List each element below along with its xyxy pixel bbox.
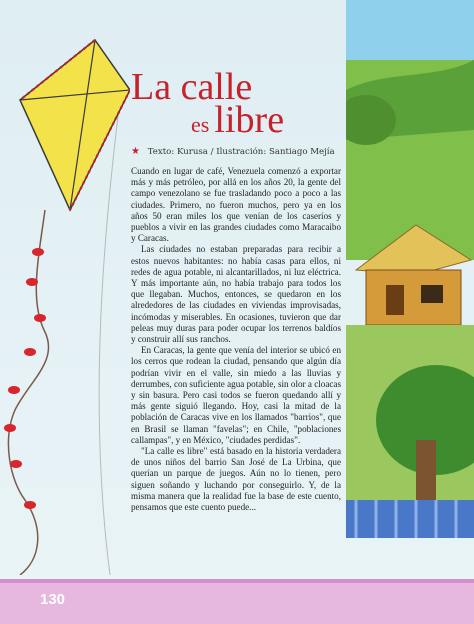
footer-stripe	[0, 579, 474, 583]
title-es: es	[191, 112, 210, 137]
paragraph: "La calle es libre" está basado en la historia verdadera de unos niños del barrio San José de La Urbina, que querían un parque de juegos. Aún no lo tienen, pero siguen soñando y luchando por conseguirlo. Y, de la misma manera que la realidad fue la base de este cuento, pensamos que este cuento puede...	[131, 446, 341, 513]
story-title	[131, 66, 346, 141]
story-body	[131, 166, 341, 513]
star-icon: ★	[131, 146, 140, 157]
title-line-2	[191, 100, 284, 140]
kite-illustration	[0, 0, 130, 575]
page-number: 130	[40, 591, 66, 608]
title-line-1: La calle	[131, 66, 253, 108]
paragraph: En Caracas, la gente que venía del interior se ubicó en los cerros que rodean la ciudad, pensando que algún día podrían vivir en el valle, sin miedo a las lluvias y derrumbes, con suficiente agua potable, sin olor a cloacas y sin basura. Pero casi todos se fueron quedando allí y más gente siguió llegando. Hoy, casi la mitad de la población de Caracas vive en los llamados "barrios", que en Brasil se llaman "favelas"; en Chile, "poblaciones callampas", y en México, "ciudades perdidas".	[131, 345, 341, 445]
credit-text-author: Kurusa /	[174, 147, 217, 157]
page-footer	[0, 579, 474, 624]
credit-text-label: Texto:	[147, 147, 175, 157]
village-illustration	[346, 0, 474, 538]
paragraph: Cuando en lugar de café, Venezuela comenzó a exportar más y más petróleo, por allá en los años 20, la gente del campo venezolano se fue trasladando poco a poco a las ciudades. Primero, no fueron muchos, pero ya en los años 50 eran miles los que venían de los caseríos y pueblos a vivir en las grandes ciudades como Maracaibo y Caracas.	[131, 166, 341, 244]
title-libre: libre	[214, 99, 285, 141]
credits-line	[131, 146, 346, 157]
credit-illus-author: Santiago Mejía	[266, 147, 335, 157]
credit-illus-label: Ilustración:	[216, 147, 267, 157]
paragraph: Las ciudades no estaban preparadas para recibir a estos nuevos habitantes: no había casas para ellos, ni redes de agua potable, ni alcantarillados, ni luz eléctrica. Y más importante aún, no había trabajo para todos los que llegaban. Muchos, entonces, se quedaron en los alrededores de las ciudades en viviendas improvisadas, incómodas y miserables. En ocasiones, tuvieron que dar peleas muy duras para poder ocupar los terrenos baldíos y construir allí sus ranchos.	[131, 244, 341, 345]
